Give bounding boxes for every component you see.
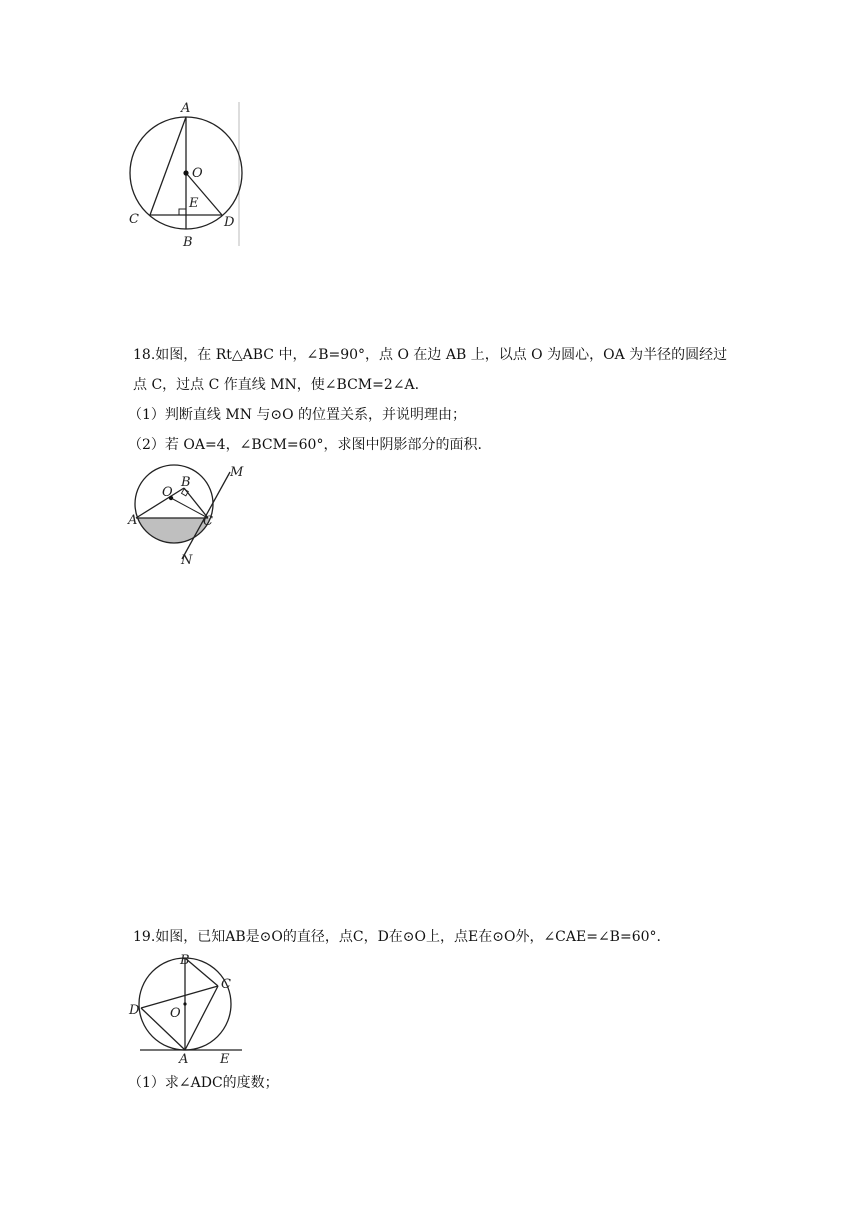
problem-19 [133, 922, 733, 952]
label-n: N [181, 553, 193, 568]
problem-18-question-1: （1）判断直线 MN 与⊙O 的位置关系，并说明理由； [128, 407, 467, 423]
center-dot [183, 170, 188, 175]
problem-18-question-2: （2）若 OA=4，∠BCM=60°，求图中阴影部分的面积. [128, 437, 482, 453]
problem-18 [128, 340, 733, 460]
label-e: E [189, 196, 199, 211]
figure-1-circle-diagram [120, 96, 260, 256]
problem-18-line-2: 点 C，过点 C 作直线 MN，使∠BCM=2∠A. [133, 377, 420, 393]
label-a: A [179, 1052, 189, 1066]
label-d: D [129, 1003, 140, 1018]
label-e: E [220, 1052, 230, 1066]
problem-18-line-1: 18.如图，在 Rt△ABC 中，∠B=90°，点 O 在边 AB 上，以点 O 为圆心，OA 为半径的圆经过 [133, 347, 728, 363]
segment-ab [136, 488, 184, 518]
label-b: B [180, 953, 190, 968]
label-b: B [183, 235, 193, 250]
problem-19-question-1: （1）求∠ADC的度数； [128, 1075, 279, 1091]
label-a: A [128, 513, 138, 528]
figure-3-diameter-diagram [124, 950, 254, 1066]
label-c: C [129, 212, 139, 227]
label-a: A [181, 101, 191, 116]
right-angle-mark [182, 489, 189, 496]
label-o: O [192, 166, 203, 181]
chord-bc [185, 958, 218, 986]
center-dot [183, 1002, 186, 1005]
label-o: O [162, 485, 173, 500]
right-angle-mark [179, 209, 186, 215]
label-o: O [170, 1006, 181, 1021]
label-c: C [203, 514, 213, 529]
chord-dc [141, 986, 218, 1008]
label-b: B [181, 475, 191, 490]
chord-ac [150, 117, 186, 215]
label-m: M [230, 465, 244, 480]
figure-3-svg [124, 950, 254, 1066]
problem-19-questions [128, 1068, 733, 1098]
label-c: C [221, 977, 231, 992]
figure-1-svg [120, 96, 260, 256]
figure-2-tangent-diagram [124, 456, 254, 568]
label-d: D [224, 215, 235, 230]
problem-19-text: 19.如图，已知AB是⊙O的直径，点C，D在⊙O上，点E在⊙O外，∠CAE=∠B=60°. [133, 929, 661, 945]
figure-2-svg [124, 456, 254, 568]
